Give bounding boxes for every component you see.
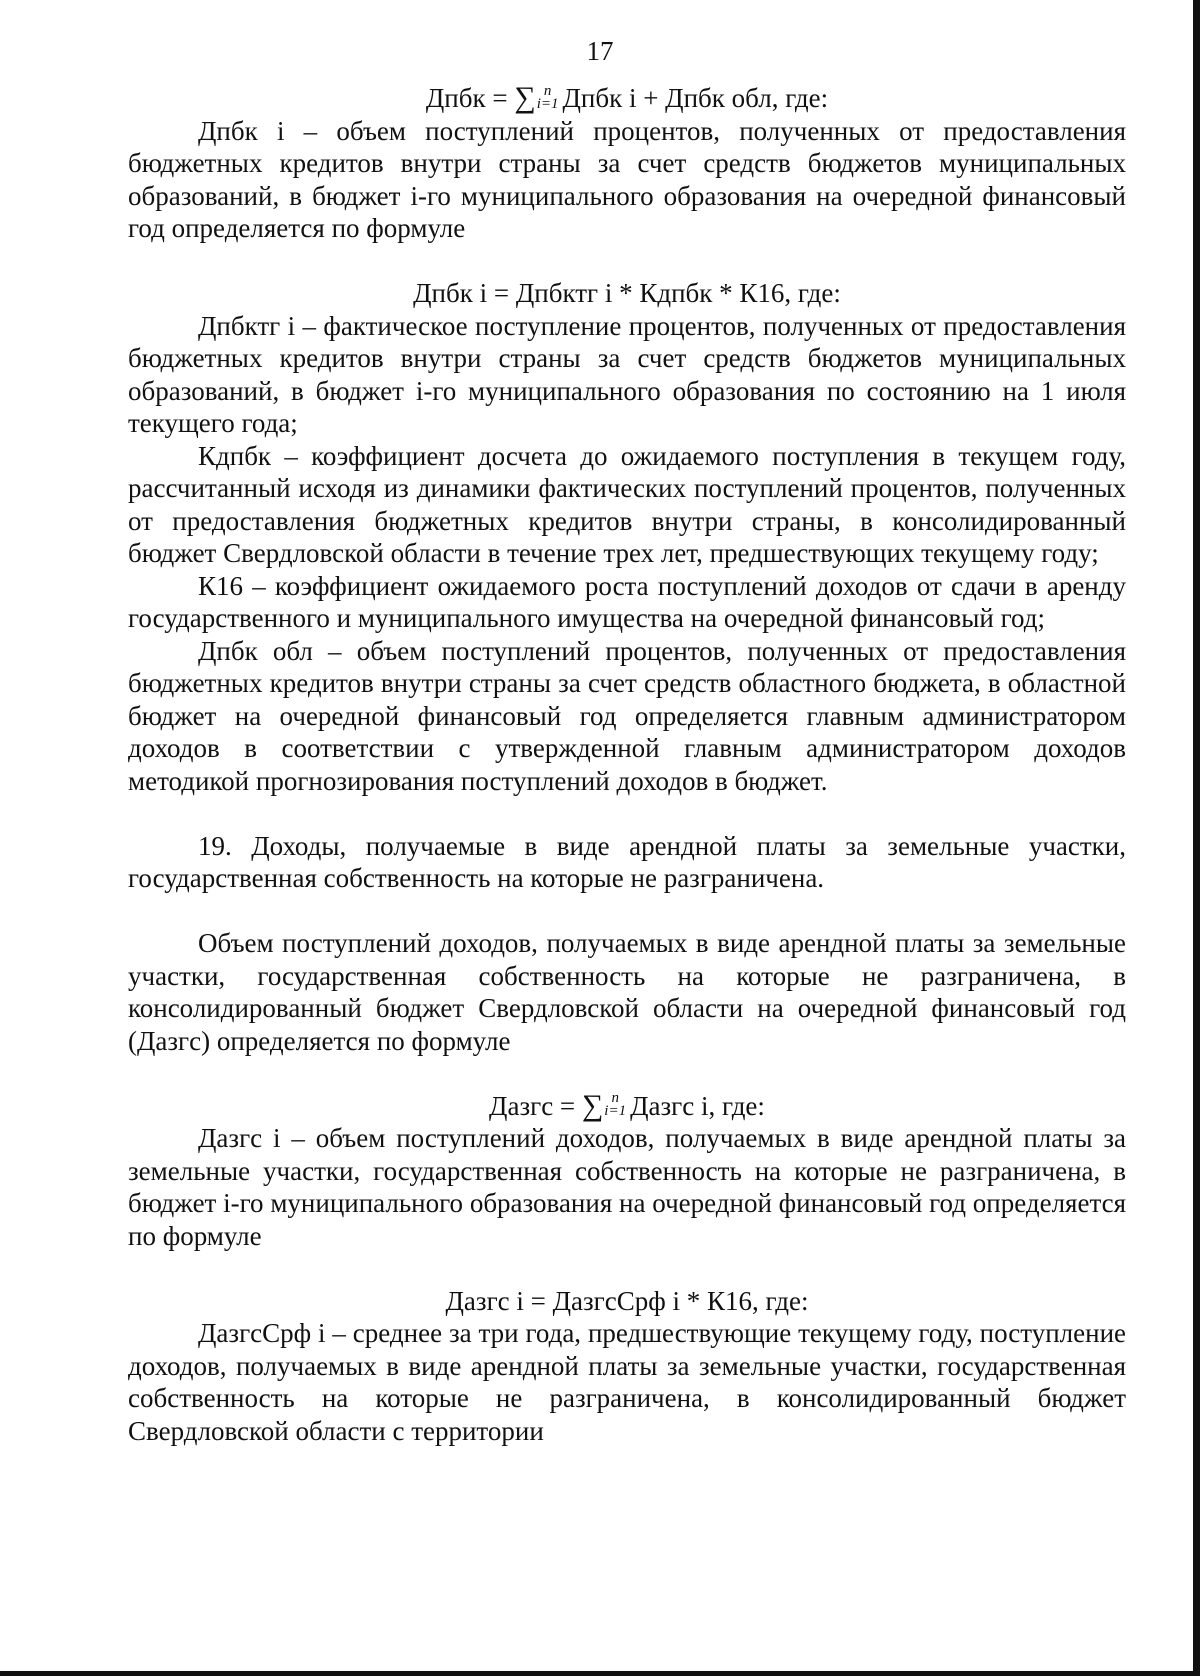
paragraph-dazgs-i: Дазгс i – объем поступлений доходов, получаемых в виде арендной платы за земельные участки, государственная собственность на которые не разграничена, в бюджет i-го муниципального образования на очередной финансовый год определяется по формуле <box>128 1123 1126 1251</box>
sum-symbol: ∑ <box>514 81 536 114</box>
formula-dazgs-rhs: Дазгс i, где: <box>630 1090 765 1121</box>
page-number: 17 <box>586 36 614 66</box>
scan-edge-right <box>1193 0 1200 1676</box>
sum-upper-limit: n <box>543 82 552 99</box>
formula-dazgs-lhs: Дазгс = <box>489 1090 582 1121</box>
sum-lower-limit: i=1 <box>536 95 559 112</box>
sum-upper-limit: n <box>611 1090 619 1107</box>
formula-dazgs-i: Дазгс i = ДазгсСрф i * К16, где: <box>445 1285 809 1316</box>
paragraph-dpbk-i: Дпбк i – объем поступлений процентов, полученных от предоставления бюджетных кредитов внутри страны за счет средств бюджетов муниципальных образований, в бюджет i-го муниципального образования на очередной финансовый год определяется по формуле <box>128 115 1126 243</box>
paragraph-dazgs-volume: Объем поступлений доходов, получаемых в виде арендной платы за земельные участки, государственная собственность на которые не разграничена, в консолидированный бюджет Свердловской области на очередной финансовый год (Дазгс) определяется по формуле <box>128 928 1126 1056</box>
formula-dpbk-i: Дпбк i = Дпбктг i * Кдпбк * К16, где: <box>413 278 841 308</box>
paragraph-kdpbk: Кдпбк – коэффициент досчета до ожидаемого поступления в текущем году, рассчитанный исходя из динамики фактических поступлений процентов, полученных от предоставления бюджетных кредитов внутри страны, в консолидированный бюджет Свердловской области в течение трех лет, предшествующих текущему году; <box>128 440 1126 568</box>
formula-dpbk-rhs: Дпбк i + Дпбк обл, где: <box>562 83 829 113</box>
paragraph-dpbk-obl: Дпбк обл – объем поступлений процентов, полученных от предоставления бюджетных кредитов внутри страны за счет средств областного бюджета, в областной бюджет на очередной финансовый год определяется главным администратором доходов в соответствии с утвержденной главным администратором доходов методикой прогнозирования поступлений доходов в бюджет. <box>128 635 1126 796</box>
document-body <box>128 82 1126 1447</box>
formula-dpbk-lhs: Дпбк = <box>425 83 515 113</box>
paragraph-dazgssrf-i: ДазгсСрф i – среднее за три года, предшествующие текущему году, поступление доходов, получаемых в виде арендной платы за земельные участки, государственная собственность на которые не разграничена, в консолидированный бюджет Свердловской области с территории <box>128 1318 1126 1446</box>
sum-limits <box>537 84 559 110</box>
scan-edge-bottom <box>0 1671 1200 1676</box>
sum-lower-limit: i=1 <box>604 1103 627 1120</box>
section-heading-19: 19. Доходы, получаемые в виде арендной платы за земельные участки, государственная собственность на которые не разграничена. <box>128 830 1126 893</box>
sum-symbol: ∑ <box>581 1088 604 1122</box>
paragraph-k16: К16 – коэффициент ожидаемого роста поступлений доходов от сдачи в аренду государственного и муниципального имущества на очередной финансовый год; <box>128 570 1126 633</box>
paragraph-dpbktg-i: Дпбктг i – фактическое поступление процентов, полученных от предоставления бюджетных кредитов внутри страны за счет средств бюджетов муниципальных образований, в бюджет i-го муниципального образования по состоянию на 1 июля текущего года; <box>128 310 1126 438</box>
formula-dazgs <box>128 1090 1126 1123</box>
sum-limits <box>604 1090 627 1120</box>
formula-dpbk <box>128 82 1126 115</box>
